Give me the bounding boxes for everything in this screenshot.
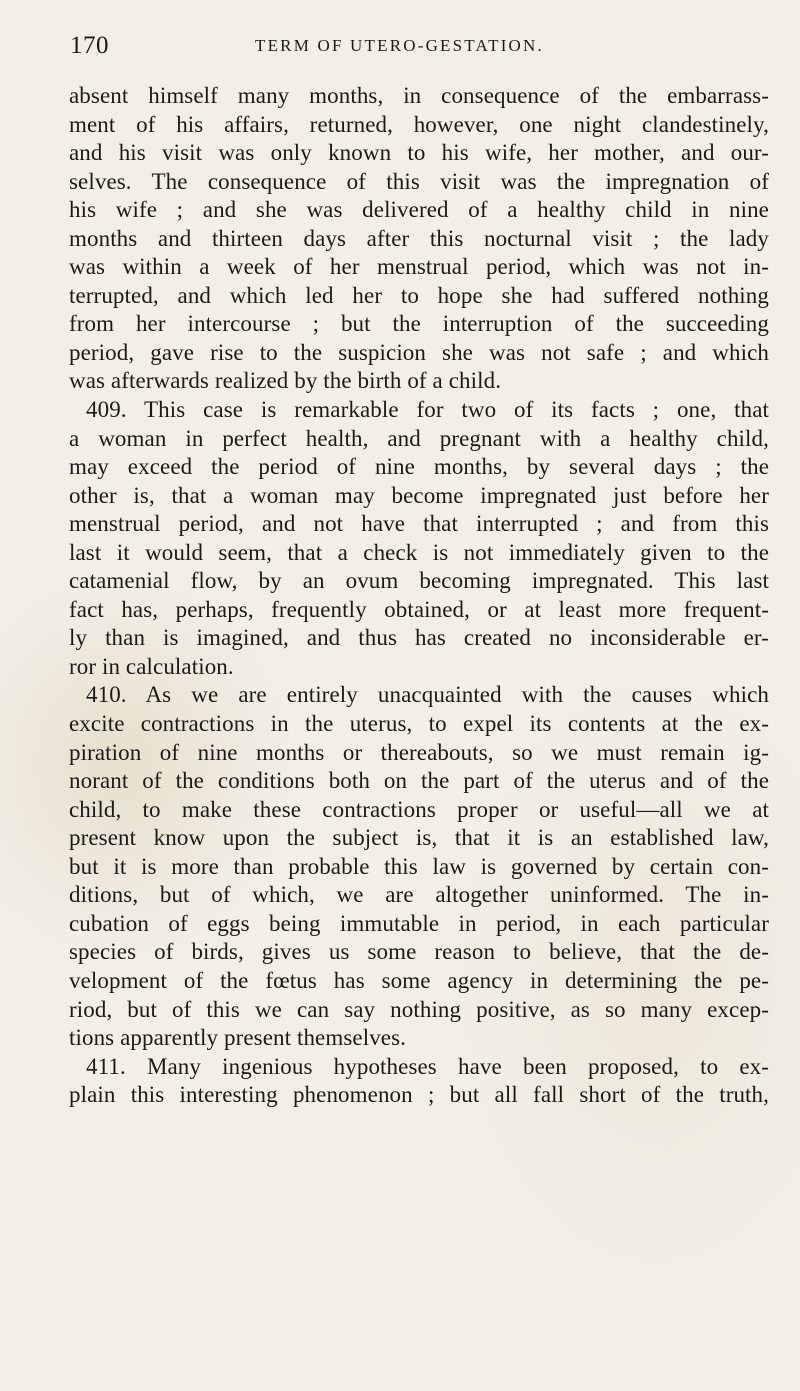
text-line: 409. This case is remarkable for two of its facts ; one, that [86, 397, 769, 423]
text-line: 410. As we are entirely unacquainted with the causes which [86, 682, 769, 708]
text-line: ly than is imagined, and thus has created no inconsiderable er- [69, 625, 769, 651]
body-text [69, 82, 769, 1110]
text-line: ment of his affairs, returned, however, one night clandestinely, [69, 111, 769, 137]
text-line: other is, that a woman may become impregnated just before her [69, 482, 769, 508]
text-line: cubation of eggs being immutable in period, in each particular [69, 910, 769, 936]
text-line: selves. The consequence of this visit was the impregnation of [69, 168, 769, 194]
text-line: velopment of the fœtus has some agency in determining the pe- [69, 967, 769, 993]
text-line: from her intercourse ; but the interruption of the succeeding [69, 311, 769, 337]
text-line: child, to make these contractions proper or useful—all we at [69, 796, 769, 822]
text-line: last it would seem, that a check is not immediately given to the [69, 539, 769, 565]
text-line: excite contractions in the uterus, to expel its contents at the ex- [69, 711, 769, 737]
text-line: absent himself many months, in consequence of the embarrass- [69, 83, 769, 108]
text-line: may exceed the period of nine months, by several days ; the [69, 454, 769, 480]
text-line: and his visit was only known to his wife, her mother, and our- [69, 140, 769, 166]
text-line: but it is more than probable this law is governed by certain con- [69, 853, 769, 879]
text-line: plain this interesting phenomenon ; but all fall short of the truth, [69, 1082, 769, 1108]
text-line: was afterwards realized by the birth of a child. [69, 368, 502, 394]
text-line: tions apparently present themselves. [69, 1025, 407, 1051]
text-line: was within a week of her menstrual period, which was not in- [69, 254, 769, 280]
text-line: piration of nine months or thereabouts, so we must remain ig- [69, 739, 769, 765]
text-line: menstrual period, and not have that interrupted ; and from this [69, 511, 769, 537]
running-head [70, 32, 760, 60]
text-line: fact has, perhaps, frequently obtained, or at least more frequent- [69, 596, 769, 622]
text-line: ror in calculation. [69, 653, 234, 679]
text-line: ditions, but of which, we are altogether uninformed. The in- [69, 882, 769, 908]
text-line: a woman in perfect health, and pregnant with a healthy child, [69, 425, 769, 451]
page-number: 170 [70, 32, 109, 59]
text-line: 411. Many ingenious hypotheses have been proposed, to ex- [86, 1053, 769, 1079]
text-line: riod, but of this we can say nothing positive, as so many excep- [69, 996, 769, 1022]
text-line: catamenial flow, by an ovum becoming impregnated. This last [69, 568, 769, 594]
text-line: terrupted, and which led her to hope she had suffered nothing [69, 282, 769, 308]
text-line: months and thirteen days after this nocturnal visit ; the lady [69, 225, 769, 251]
text-line: period, gave rise to the suspicion she was not safe ; and which [69, 339, 769, 365]
running-head-title: TERM OF UTERO-GESTATION. [255, 36, 544, 55]
text-line: norant of the conditions both on the part of the uterus and of the [69, 768, 769, 794]
text-line: present know upon the subject is, that it is an established law, [69, 825, 769, 851]
text-line: his wife ; and she was delivered of a healthy child in nine [69, 197, 769, 223]
text-line: species of birds, gives us some reason to believe, that the de- [69, 939, 769, 965]
